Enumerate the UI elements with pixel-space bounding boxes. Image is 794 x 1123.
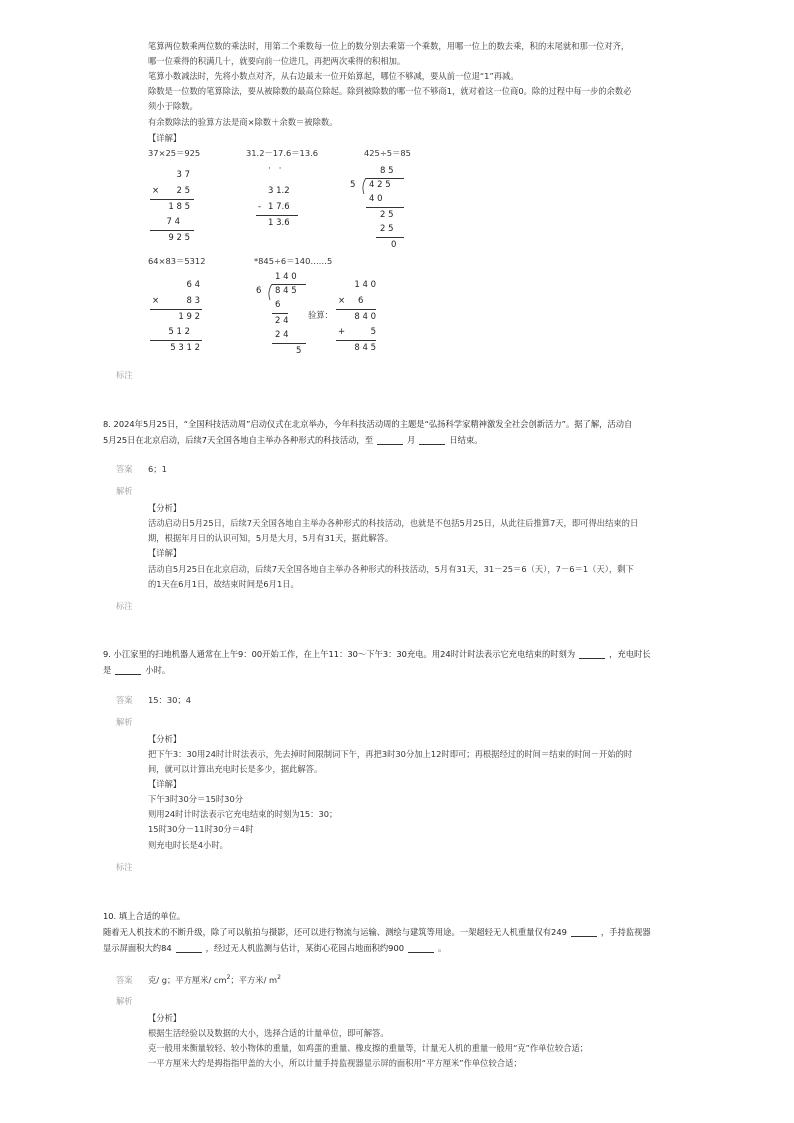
explain-line-5: 须小于除数。 — [148, 101, 198, 111]
q8-stem-text-b: 月 — [407, 435, 416, 445]
q9-answer: 15：30；4 — [148, 695, 191, 705]
q9-answer-label: 答案 — [116, 695, 133, 705]
calc-divisor: 5 — [350, 180, 356, 190]
q10-analysis-label: 解析 — [116, 996, 133, 1006]
q7-tag-label: 标注 — [116, 370, 133, 380]
calc-divisor: 6 — [256, 286, 262, 296]
q10-stem-text-a: 随着无人机技术的不断升级，除了可以航拍与摄影，还可以进行物流与运输、测绘与建筑等用途。一架超轻无人机重量仅有249 — [103, 927, 567, 937]
explain-line-3: 笔算小数减法时，先将小数点对齐，从右边最末一位开始算起，哪位不够减，要从前一位退“1”再减。 — [148, 71, 519, 81]
calc-multiply-sign: × — [152, 186, 160, 196]
explain-line-4: 除数是一位数的笔算除法，要从被除数的最高位除起。除到被除数的哪一位不够商1，就对着这一位商0。除的过程中每一步的余数必 — [148, 86, 632, 96]
calc-step-2: 2 5 — [380, 210, 394, 220]
calc-rule — [272, 313, 288, 314]
q8-stem-text-a: 5月25日在北京启动，后续7天全国各地自主举办各种形式的科技活动，至 — [103, 435, 374, 445]
calc-plus-sign: + — [338, 327, 346, 337]
explain-line-6: 有余数除法的验算方法是商×除数＋余数＝被除数。 — [148, 117, 338, 127]
q9-analysis-line: 下午3时30分＝15时30分 — [148, 794, 244, 804]
q8-blank-month — [377, 444, 403, 445]
calc-multiplier: 2 5 — [176, 186, 190, 196]
q9-analysis-line: 则用24时计时法表示它充电结束的时刻为15：30； — [148, 809, 338, 819]
calc-borrow-dots: · · — [268, 164, 282, 174]
division-bracket-icon — [266, 284, 274, 300]
calc-multiply-sign: × — [338, 296, 346, 306]
long-division-425-by-5 — [348, 166, 418, 256]
q10-answer-sup: 2 — [277, 974, 281, 981]
q9-analysis-line: 15时30分－11时30分＝4时 — [148, 824, 254, 834]
calc-rule — [376, 237, 404, 238]
q10-stem-line-2 — [103, 926, 651, 939]
calc-result: 8 4 5 — [354, 343, 376, 353]
q10-answer-text-a: 克/ g；平方厘米/ cm — [148, 975, 227, 985]
calc-multiplicand: 3 7 — [176, 170, 190, 180]
q8-stem-line-1: 8. 2024年5月25日，“全国科技活动周”启动仪式在北京举办，今年科技活动周的主题是“弘扬科学家精神激发全社会创新活力”。据了解，活动自 — [103, 419, 633, 429]
equation-37x25: 37×25＝925 — [148, 148, 201, 158]
q8-tag-label: 标注 — [116, 601, 133, 611]
calc-step-1: 6 — [275, 300, 281, 310]
division-bracket-icon — [360, 178, 368, 194]
q10-stem-text-c: 显示屏面积大约84 — [103, 943, 172, 953]
q8-analysis-line: 的1天在6月1日，故结束时间是6月1日。 — [148, 579, 299, 589]
vertical-calc-37x25 — [150, 170, 200, 250]
calc-quotient: 1 4 0 — [275, 272, 297, 282]
q9-analysis-line: 【详解】 — [148, 779, 182, 789]
calc-difference: 1 3.6 — [268, 218, 290, 228]
calc-dividend: 4 2 5 — [369, 180, 391, 190]
calc-product: 8 4 0 — [354, 312, 376, 322]
q9-analysis-line: 【分析】 — [148, 734, 182, 744]
calc-remainder-value: 5 — [370, 327, 376, 337]
calc-result: 5 3 1 2 — [170, 343, 200, 353]
q9-stem-text-a: 9. 小江家里的扫地机器人通常在上午9：00开始工作，在上午11：30～下午3：30充电。用24时计时法表示它充电结束的时刻为 — [103, 649, 576, 659]
q10-analysis-line: 一平方厘米大约是拇指指甲盖的大小，所以计量手持监视器显示屏的面积用“平方厘米”作单位较合适； — [148, 1058, 522, 1068]
calc-rule — [256, 215, 298, 216]
explain-line-1: 笔算两位数乘两位数的乘法时，用第二个乘数每一位上的数分别去乘第一个乘数，用哪一位上的数去乘，积的末尾就和那一位对齐， — [148, 41, 630, 51]
q9-blank-time — [579, 658, 605, 659]
calc-rule — [150, 199, 194, 200]
check-label: 验算： — [308, 310, 333, 320]
q9-analysis-line: 把下午3：30用24时计时法表示，先去掉时间限制词下午，再把3时30分加上12时即可；再根据经过的时间＝结束的时间－开始的时 — [148, 749, 633, 759]
q8-blank-day — [419, 444, 445, 445]
q10-blank-weight — [571, 936, 597, 937]
q8-analysis-line: 期，根据年月日的认识可知，5月是大月，5月有31天，据此解答。 — [148, 533, 394, 543]
q9-analysis-label: 解析 — [116, 717, 133, 727]
calc-rule — [150, 340, 202, 341]
calc-division-bar — [366, 178, 404, 179]
q9-analysis-line: 则充电时长是4小时。 — [148, 840, 228, 850]
q8-analysis-label: 解析 — [116, 486, 133, 496]
q8-answer-label: 答案 — [116, 464, 133, 474]
equation-845-div-6: *845÷6＝140……5 — [254, 256, 333, 266]
calc-partial-1: 1 9 2 — [178, 312, 200, 322]
calc-partial-2: 5 1 2 — [168, 327, 190, 337]
vertical-calc-64x83 — [150, 280, 210, 360]
q9-stem-text-b: ，充电时长 — [609, 649, 651, 659]
q9-stem-line-1 — [103, 648, 651, 661]
q9-tag-label: 标注 — [116, 862, 133, 872]
q8-analysis-line: 【详解】 — [148, 548, 182, 558]
q8-answer: 6；1 — [148, 464, 167, 474]
calc-partial-1: 1 8 5 — [168, 202, 190, 212]
detail-label: 【详解】 — [148, 133, 182, 143]
q10-stem-line-3 — [103, 942, 446, 955]
q10-blank-screen-area — [176, 952, 202, 953]
calc-division-bar — [272, 284, 306, 285]
explain-line-2: 哪一位乘得的积满几十，就要向前一位进几，再把两次乘得的积相加。 — [148, 56, 406, 66]
calc-divisor-value: 6 — [358, 296, 364, 306]
calc-step-1: 4 0 — [369, 194, 383, 204]
calc-minus-sign: - — [258, 202, 262, 212]
equation-64x83: 64×83＝5312 — [148, 256, 206, 266]
calc-quotient-value: 1 4 0 — [354, 280, 376, 290]
calc-minuend: 3 1.2 — [268, 186, 290, 196]
calc-result: 9 2 5 — [168, 233, 190, 243]
q9-stem-text-c: 是 — [103, 665, 112, 675]
calc-rule — [272, 343, 306, 344]
calc-rule — [336, 340, 376, 341]
calc-rule — [366, 207, 404, 208]
q10-stem-text-b: ，手持监视器 — [600, 927, 651, 937]
calc-multiply-sign: × — [152, 296, 160, 306]
q10-answer-label: 答案 — [116, 975, 133, 985]
q10-analysis-line: 克一般用来衡量较轻、较小物体的重量，如鸡蛋的重量、橡皮擦的重量等，计量无人机的重量一般用“克”作单位较合适； — [148, 1043, 589, 1053]
calc-step-3: 2 5 — [380, 224, 394, 234]
equation-425-div-5: 425÷5＝85 — [364, 148, 411, 158]
calc-quotient: 8 5 — [380, 166, 394, 176]
calc-rule — [336, 309, 376, 310]
q10-blank-garden-area — [408, 952, 434, 953]
vertical-calc-subtraction — [256, 164, 306, 250]
q10-stem-line-1: 10. 填上合适的单位。 — [103, 911, 186, 921]
calc-multiplicand: 6 4 — [186, 280, 200, 290]
calc-partial-2: 7 4 — [166, 217, 180, 227]
q9-stem-text-d: 小时。 — [145, 665, 171, 675]
q9-blank-hours — [115, 674, 141, 675]
q8-analysis-line: 活动自5月25日在北京启动，后续7天全国各地自主举办各种形式的科技活动，5月有31天，31－25＝6（天），7－6＝1（天），剩下 — [148, 564, 634, 574]
q10-answer — [148, 974, 281, 987]
q8-analysis-line: 【分析】 — [148, 503, 182, 513]
q10-answer-text-b: ；平方米/ m — [230, 975, 278, 985]
calc-rule — [150, 230, 194, 231]
q8-stem-text-c: 日结束。 — [449, 435, 483, 445]
q9-analysis-line: 间，就可以计算出充电时长是多少，据此解答。 — [148, 764, 323, 774]
calc-rule — [150, 309, 202, 310]
q10-analysis-line: 根据生活经验以及数据的大小，选择合适的计量单位，即可解答。 — [148, 1028, 389, 1038]
calc-step-3: 2 4 — [275, 330, 289, 340]
q10-answer-sup: 2 — [226, 974, 231, 981]
calc-remainder: 5 — [296, 346, 302, 356]
calc-step-2: 2 4 — [275, 316, 289, 326]
calc-remainder: 0 — [391, 240, 397, 250]
equation-31-2-minus-17-6: 31.2－17.6＝13.6 — [246, 148, 319, 158]
q10-stem-text-e: 。 — [438, 943, 447, 953]
q8-analysis-line: 活动启动日5月25日，后续7天全国各地自主举办各种形式的科技活动，也就是不包括5月25日，从此往后推算7天，即可得出结束的日 — [148, 518, 639, 528]
vertical-calc-check — [336, 280, 386, 360]
q10-analysis-line: 【分析】 — [148, 1013, 182, 1023]
q10-stem-text-d: ，经过无人机监测与估计，某街心花园占地面积约900 — [205, 943, 405, 953]
calc-subtrahend: 1 7.6 — [268, 202, 290, 212]
calc-multiplier: 8 3 — [186, 296, 200, 306]
calc-dividend: 8 4 5 — [275, 286, 297, 296]
q8-stem-line-2 — [103, 434, 483, 447]
q9-stem-line-2 — [103, 664, 170, 677]
